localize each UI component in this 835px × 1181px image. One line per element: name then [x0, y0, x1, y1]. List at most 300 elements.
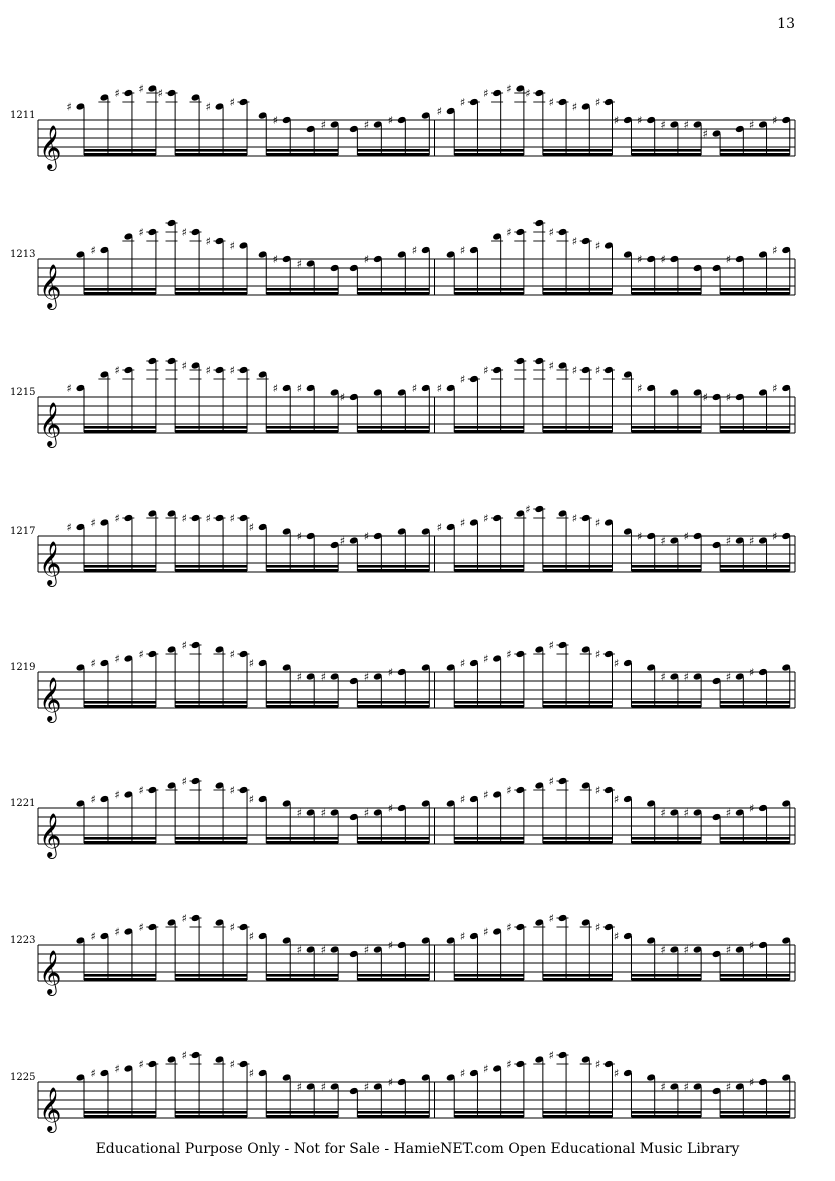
beam [357, 430, 429, 433]
sharp-accidental: ♯ [248, 930, 254, 943]
sharp-accidental: ♯ [157, 87, 163, 100]
sharp-accidental: ♯ [90, 516, 96, 530]
sharp-accidental: ♯ [594, 784, 601, 797]
sharp-accidental: ♯ [90, 657, 96, 670]
sharp-accidental: ♯ [594, 516, 601, 530]
beam [266, 288, 338, 291]
sharp-accidental: ♯ [748, 534, 755, 548]
sharp-accidental: ♯ [772, 244, 778, 257]
treble-clef: 𝄞 [39, 677, 62, 721]
sharp-accidental: ♯ [725, 670, 732, 684]
beam [266, 430, 338, 433]
beam [175, 565, 247, 568]
beam [720, 569, 790, 572]
beam [84, 978, 156, 981]
beam [84, 288, 156, 291]
beam [543, 841, 613, 844]
sharp-accidental: ♯ [506, 1058, 512, 1071]
beam [84, 292, 156, 295]
staff-system [10, 1049, 795, 1133]
beam [84, 701, 156, 704]
beam [720, 701, 790, 704]
sharp-accidental: ♯ [459, 96, 466, 109]
beam [175, 1111, 247, 1114]
sharp-accidental: ♯ [459, 657, 466, 670]
sharp-accidental: ♯ [229, 784, 235, 797]
sharp-accidental: ♯ [114, 925, 120, 939]
beam [175, 701, 247, 704]
sharp-accidental: ♯ [138, 921, 144, 934]
sharp-accidental: ♯ [205, 100, 211, 114]
sharp-accidental: ♯ [459, 793, 466, 806]
sharp-accidental: ♯ [339, 534, 346, 548]
sharp-accidental: ♯ [229, 364, 235, 377]
sharp-accidental: ♯ [138, 226, 144, 239]
beam [175, 426, 247, 429]
sharp-accidental: ♯ [506, 82, 512, 96]
sharp-accidental: ♯ [114, 87, 120, 100]
sharp-accidental: ♯ [363, 1080, 370, 1094]
sharp-accidental: ♯ [248, 657, 254, 670]
staff-system [10, 357, 795, 448]
beam [543, 701, 613, 704]
beam [266, 701, 338, 704]
beam [266, 978, 338, 981]
sharp-accidental: ♯ [205, 235, 211, 248]
sharp-accidental: ♯ [248, 521, 254, 534]
sharp-accidental: ♯ [66, 521, 72, 534]
beam [266, 149, 338, 152]
sharp-accidental: ♯ [594, 364, 601, 377]
sharp-accidental: ♯ [296, 530, 302, 543]
beam [454, 430, 524, 433]
sharp-accidental: ♯ [387, 666, 394, 679]
beam [266, 837, 338, 840]
sharp-accidental: ♯ [548, 359, 554, 373]
sharp-accidental: ♯ [506, 784, 512, 797]
beam [720, 426, 790, 429]
measure-number: 1215 [10, 387, 36, 398]
sharp-accidental: ♯ [181, 639, 187, 652]
sharp-accidental: ♯ [725, 806, 732, 820]
beam [84, 1111, 156, 1114]
measure-number: 1223 [10, 935, 36, 946]
beam [357, 701, 429, 704]
staff-system [10, 775, 795, 859]
beam [543, 1115, 613, 1118]
beam [84, 426, 156, 429]
sharp-accidental: ♯ [660, 1080, 666, 1094]
sharp-accidental: ♯ [637, 530, 643, 543]
beam [543, 974, 613, 977]
beam [84, 430, 156, 433]
beam [631, 288, 701, 291]
sharp-accidental: ♯ [363, 943, 370, 957]
sharp-accidental: ♯ [181, 512, 187, 525]
beam [84, 705, 156, 708]
staff-system [10, 503, 795, 587]
sharp-accidental: ♯ [296, 806, 302, 820]
sharp-accidental: ♯ [363, 253, 370, 266]
beam [266, 153, 338, 156]
sharp-accidental: ♯ [320, 118, 326, 132]
sharp-accidental: ♯ [114, 1062, 120, 1076]
beam [631, 841, 701, 844]
sharp-accidental: ♯ [181, 1049, 187, 1062]
sharp-accidental: ♯ [229, 648, 235, 661]
sharp-accidental: ♯ [506, 226, 512, 239]
beam [175, 705, 247, 708]
beam [84, 974, 156, 977]
sharp-accidental: ♯ [320, 943, 326, 957]
beam [631, 569, 701, 572]
beam [84, 1115, 156, 1118]
sharp-accidental: ♯ [320, 1080, 326, 1094]
beam [357, 841, 429, 844]
measure-number: 1225 [10, 1072, 36, 1083]
beam [631, 974, 701, 977]
sharp-accidental: ♯ [459, 373, 466, 386]
beam [631, 153, 701, 156]
beam [357, 705, 429, 708]
sharp-accidental: ♯ [114, 788, 120, 802]
sharp-accidental: ♯ [748, 802, 755, 815]
beam [543, 153, 613, 156]
sharp-accidental: ♯ [613, 657, 620, 670]
sharp-accidental: ♯ [702, 391, 708, 404]
sharp-accidental: ♯ [296, 257, 302, 271]
measure-number: 1211 [10, 110, 36, 121]
sharp-accidental: ♯ [181, 775, 187, 788]
sharp-accidental: ♯ [363, 118, 370, 132]
sharp-accidental: ♯ [571, 235, 578, 248]
beam [454, 837, 524, 840]
footer-notice: Educational Purpose Only - Not for Sale - HamieNET.com Open Educational Music Library [95, 1141, 740, 1157]
sharp-accidental: ♯ [387, 1076, 394, 1089]
treble-clef: 𝄞 [39, 950, 62, 994]
sharp-accidental: ♯ [748, 666, 755, 679]
sharp-accidental: ♯ [594, 96, 601, 109]
beam [357, 565, 429, 568]
beam [266, 1111, 338, 1114]
staff-system [10, 83, 795, 172]
sharp-accidental: ♯ [683, 118, 689, 132]
sharp-accidental: ♯ [571, 100, 578, 114]
sharp-accidental: ♯ [637, 253, 643, 266]
sharp-accidental: ♯ [483, 925, 489, 939]
beam [357, 149, 429, 152]
sharp-accidental: ♯ [725, 943, 732, 957]
sharp-accidental: ♯ [229, 512, 235, 525]
sharp-accidental: ♯ [411, 382, 418, 395]
sharp-accidental: ♯ [459, 1067, 466, 1080]
beam [175, 978, 247, 981]
sharp-accidental: ♯ [296, 1080, 302, 1094]
beam [266, 569, 338, 572]
sharp-accidental: ♯ [660, 943, 666, 957]
sharp-accidental: ♯ [748, 118, 755, 132]
beam [631, 701, 701, 704]
sharp-accidental: ♯ [90, 244, 96, 257]
beam [454, 288, 524, 291]
beam [175, 292, 247, 295]
measure-number: 1217 [10, 526, 36, 537]
sharp-accidental: ♯ [571, 364, 578, 377]
sharp-accidental: ♯ [702, 127, 708, 141]
sharp-accidental: ♯ [320, 670, 326, 684]
sharp-accidental: ♯ [339, 391, 346, 404]
beam [357, 426, 429, 429]
sharp-accidental: ♯ [613, 114, 620, 127]
sharp-accidental: ♯ [660, 534, 666, 548]
beam [720, 292, 790, 295]
sharp-accidental: ♯ [229, 1058, 235, 1071]
beam [543, 430, 613, 433]
sharp-accidental: ♯ [436, 105, 442, 118]
sharp-accidental: ♯ [660, 670, 666, 684]
sharp-accidental: ♯ [637, 114, 643, 127]
sharp-accidental: ♯ [90, 930, 96, 943]
sharp-accidental: ♯ [248, 793, 254, 806]
sharp-accidental: ♯ [296, 670, 302, 684]
beam [84, 153, 156, 156]
beam [631, 430, 701, 433]
beam [454, 705, 524, 708]
beam [84, 149, 156, 152]
beam [543, 705, 613, 708]
sharp-accidental: ♯ [548, 639, 554, 652]
beam [543, 292, 613, 295]
sharp-accidental: ♯ [114, 512, 120, 525]
sharp-accidental: ♯ [229, 921, 235, 934]
sharp-accidental: ♯ [725, 253, 732, 266]
page-number: 13 [777, 16, 795, 32]
sharp-accidental: ♯ [613, 1067, 620, 1080]
sharp-accidental: ♯ [363, 530, 370, 543]
beam [720, 978, 790, 981]
sharp-accidental: ♯ [66, 382, 72, 395]
beam [454, 1115, 524, 1118]
beam [454, 1111, 524, 1114]
sharp-accidental: ♯ [548, 1049, 554, 1062]
sharp-accidental: ♯ [483, 364, 489, 377]
beam [357, 288, 429, 291]
beam [631, 1115, 701, 1118]
sharp-accidental: ♯ [594, 648, 601, 661]
beam [175, 569, 247, 572]
sharp-accidental: ♯ [363, 806, 370, 820]
beam [266, 565, 338, 568]
sharp-accidental: ♯ [459, 930, 466, 943]
beam [720, 1111, 790, 1114]
sharp-accidental: ♯ [772, 114, 778, 127]
beam [454, 974, 524, 977]
treble-clef: 𝄞 [39, 813, 62, 857]
sharp-accidental: ♯ [772, 530, 778, 543]
sharp-accidental: ♯ [181, 226, 187, 239]
beam [543, 1111, 613, 1114]
sharp-accidental: ♯ [229, 239, 235, 253]
beam [454, 569, 524, 572]
beam [631, 149, 701, 152]
sharp-accidental: ♯ [683, 530, 689, 543]
staff-system [10, 219, 795, 310]
beam [175, 288, 247, 291]
sharp-accidental: ♯ [594, 239, 601, 253]
treble-clef: 𝄞 [39, 1087, 62, 1131]
beam [266, 1115, 338, 1118]
sharp-accidental: ♯ [613, 930, 620, 943]
beam [720, 841, 790, 844]
sharp-accidental: ♯ [90, 793, 96, 806]
beam [631, 1111, 701, 1114]
sharp-accidental: ♯ [725, 534, 732, 548]
beam [266, 705, 338, 708]
sharp-accidental: ♯ [571, 512, 578, 525]
sharp-accidental: ♯ [272, 114, 278, 127]
sharp-accidental: ♯ [459, 244, 466, 257]
beam [720, 1115, 790, 1118]
beam [631, 837, 701, 840]
beam [175, 149, 247, 152]
beam [175, 974, 247, 977]
sharp-accidental: ♯ [725, 1080, 732, 1094]
staff-system [10, 639, 795, 723]
beam [454, 701, 524, 704]
beam [454, 149, 524, 152]
beam [454, 153, 524, 156]
sharp-accidental: ♯ [114, 652, 120, 666]
sharp-accidental: ♯ [205, 512, 211, 525]
beam [84, 565, 156, 568]
beam [175, 841, 247, 844]
sharp-accidental: ♯ [683, 943, 689, 957]
sharp-accidental: ♯ [436, 521, 442, 534]
sharp-accidental: ♯ [772, 382, 778, 395]
beam [357, 153, 429, 156]
treble-clef: 𝄞 [39, 264, 62, 308]
beam [454, 426, 524, 429]
beam [454, 565, 524, 568]
beam [543, 569, 613, 572]
beam [543, 837, 613, 840]
beam [84, 841, 156, 844]
treble-clef: 𝄞 [39, 125, 62, 169]
sharp-accidental: ♯ [548, 96, 554, 109]
beam [357, 1115, 429, 1118]
sharp-accidental: ♯ [483, 788, 489, 802]
sharp-accidental: ♯ [525, 87, 531, 100]
sharp-accidental: ♯ [272, 253, 278, 266]
beam [720, 149, 790, 152]
sharp-accidental: ♯ [272, 382, 278, 395]
beam [84, 837, 156, 840]
treble-clef: 𝄞 [39, 541, 62, 585]
beam [543, 978, 613, 981]
sharp-accidental: ♯ [613, 793, 620, 806]
sharp-accidental: ♯ [683, 806, 689, 820]
beam [454, 292, 524, 295]
sharp-accidental: ♯ [594, 921, 601, 934]
sharp-accidental: ♯ [660, 253, 666, 266]
sharp-accidental: ♯ [748, 939, 755, 952]
sharp-accidental: ♯ [637, 382, 643, 395]
beam [454, 978, 524, 981]
beam [720, 974, 790, 977]
beam [631, 292, 701, 295]
measure-number: 1221 [10, 798, 36, 809]
sharp-accidental: ♯ [138, 784, 144, 797]
sharp-accidental: ♯ [181, 359, 187, 373]
sharp-accidental: ♯ [66, 100, 72, 114]
sharp-accidental: ♯ [483, 1062, 489, 1076]
beam [631, 565, 701, 568]
beam [720, 153, 790, 156]
beam [631, 705, 701, 708]
sharp-accidental: ♯ [660, 806, 666, 820]
beam [543, 149, 613, 152]
beam [543, 426, 613, 429]
beam [175, 430, 247, 433]
sharp-accidental: ♯ [506, 648, 512, 661]
beam [454, 841, 524, 844]
measure-number: 1219 [10, 662, 36, 673]
sharp-accidental: ♯ [387, 114, 394, 127]
beam [175, 153, 247, 156]
beam [175, 1115, 247, 1118]
sharp-accidental: ♯ [506, 921, 512, 934]
beam [84, 569, 156, 572]
beam [266, 292, 338, 295]
sharp-accidental: ♯ [548, 226, 554, 239]
beam [720, 288, 790, 291]
sharp-accidental: ♯ [683, 1080, 689, 1094]
sharp-accidental: ♯ [594, 1058, 601, 1071]
sharp-accidental: ♯ [181, 912, 187, 925]
sharp-accidental: ♯ [138, 648, 144, 661]
sharp-accidental: ♯ [525, 503, 531, 516]
staff-system [10, 912, 795, 996]
sharp-accidental: ♯ [459, 516, 466, 530]
sharp-accidental: ♯ [436, 382, 442, 395]
measure-number: 1213 [10, 249, 36, 260]
beam [631, 426, 701, 429]
beam [357, 837, 429, 840]
sharp-accidental: ♯ [296, 382, 302, 395]
sharp-accidental: ♯ [205, 364, 211, 377]
beam [266, 426, 338, 429]
sharp-accidental: ♯ [683, 670, 689, 684]
beam [543, 288, 613, 291]
beam [631, 978, 701, 981]
sharp-accidental: ♯ [363, 670, 370, 684]
beam [357, 569, 429, 572]
sharp-accidental: ♯ [387, 939, 394, 952]
sharp-accidental: ♯ [229, 96, 235, 109]
treble-clef: 𝄞 [39, 402, 62, 446]
beam [720, 705, 790, 708]
sharp-accidental: ♯ [548, 912, 554, 925]
sharp-accidental: ♯ [138, 82, 144, 96]
beam [266, 974, 338, 977]
beam [720, 565, 790, 568]
beam [357, 1111, 429, 1114]
beam [720, 430, 790, 433]
beam [357, 292, 429, 295]
sharp-accidental: ♯ [660, 118, 666, 132]
beam [720, 837, 790, 840]
sharp-accidental: ♯ [248, 1067, 254, 1080]
